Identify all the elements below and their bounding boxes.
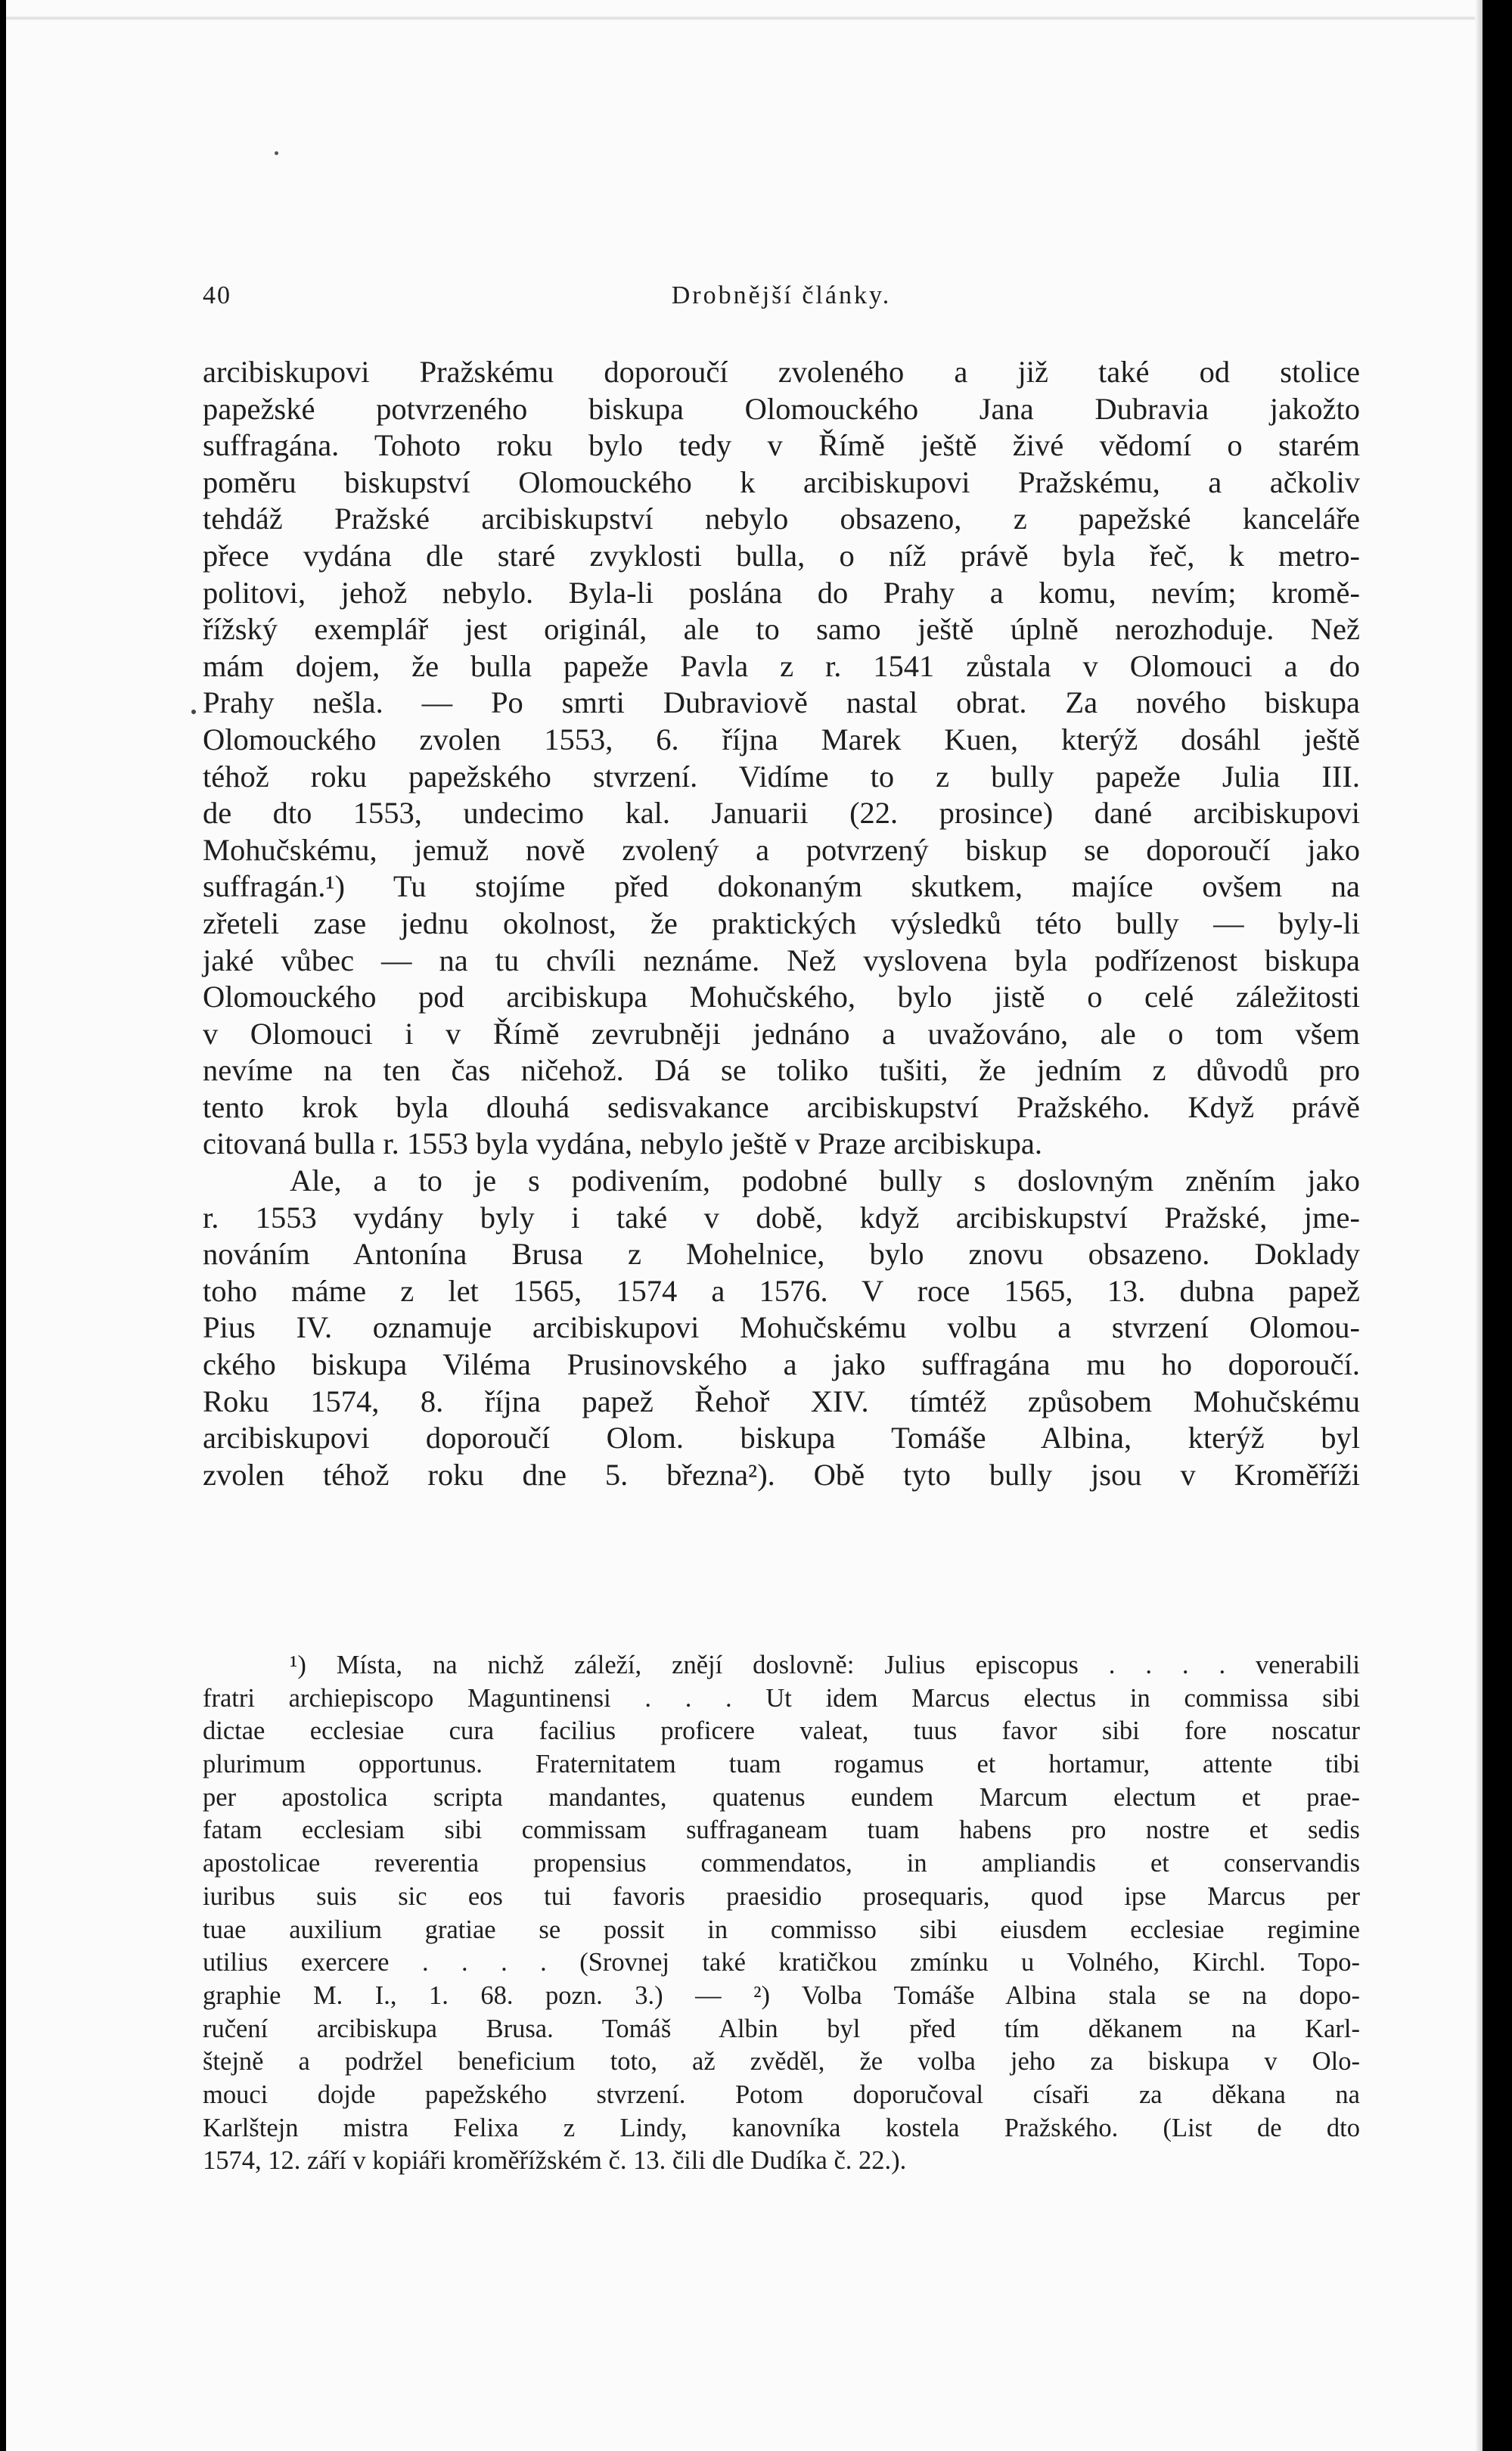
text-line: v Olomouci i v Římě zevrubněji jednáno a uvažováno, ale o tom všem [203,1016,1360,1051]
footnote-line: apostolicae reverentia propensius commendatos, in ampliandis et conservandis [203,1849,1360,1878]
text-line: zřeteli zase jednu okolnost, že praktických výsledků této bully — byly-li [203,906,1360,940]
text-line: Olomouckého pod arcibiskupa Mohučského, bylo jistě o celé záležitosti [203,980,1360,1014]
scan-speck [275,151,278,155]
text-line: Roku 1574, 8. října papež Řehoř XIV. tímtéž způsobem Mohučskému [203,1384,1360,1418]
footnote-line: Karlštejn mistra Felixa z Lindy, kanovníka kostela Pražského. (List de dto [203,2113,1360,2142]
page-number: 40 [203,281,231,309]
text-line: arcibiskupovi Pražskému doporoučí zvoleného a již také od stolice [203,355,1360,389]
text-line: r. 1553 vydány byly i také v době, když arcibiskupství Pražské, jme- [203,1200,1360,1235]
footnote-line: 1574, 12. září v kopiáři kroměřížském č. 13. čili dle Dudíka č. 22.). [203,2146,907,2176]
scan-artifact-line [6,17,1483,20]
footnote-line: štejně a podržel beneficium toto, až zvěděl, že volba jeho za biskupa v Olo- [203,2047,1360,2077]
text-line: citovaná bulla r. 1553 byla vydána, nebylo ještě v Praze arcibiskupa. [203,1126,1043,1161]
text-line: Prahy nešla. — Po smrti Dubraviově nastal obrat. Za nového biskupa [203,685,1360,720]
footnote-line: utilius exercere . . . . (Srovnej také kratičkou zmínku u Volného, Kirchl. Topo- [203,1948,1360,1977]
footnote-line: graphie M. I., 1. 68. pozn. 3.) — ²) Volba Tomáše Albina stala se na dopo- [203,1980,1360,2010]
text-line: papežské potvrzeného biskupa Olomouckého Jana Dubravia jakožto [203,391,1360,426]
text-line: toho máme z let 1565, 1574 a 1576. V roce 1565, 13. dubna papež [203,1273,1360,1308]
text-line: téhož roku papežského stvrzení. Vidíme to z bully papeže Julia III. [203,759,1360,794]
text-line: suffragán.¹) Tu stojíme před dokonaným skutkem, majíce ovšem na [203,869,1360,904]
footnote-line: per apostolica scripta mandantes, quatenus eundem Marcum electum et prae- [203,1782,1360,1812]
text-line: nováním Antonína Brusa z Mohelnice, bylo znovu obsazeno. Doklady [203,1237,1360,1272]
running-title: Drobnější články. [671,281,892,309]
scanned-page [6,0,1483,2451]
footnote-line: tuae auxilium gratiae se possit in commisso sibi eiusdem ecclesiae regimine [203,1915,1360,1944]
text-line: ckého biskupa Viléma Prusinovského a jako suffragána mu ho doporoučí. [203,1347,1360,1382]
page-header [203,281,1360,316]
body-text [203,354,1360,1493]
text-line: nevíme na ten čas ničehož. Dá se toliko tušiti, že jedním z důvodů pro [203,1053,1360,1088]
text-line: tento krok byla dlouhá sedisvakance arcibiskupství Pražského. Když právě [203,1089,1360,1124]
text-line: politovi, jehož nebylo. Byla-li poslána do Prahy a komu, nevím; kromě- [203,575,1360,610]
footnote-line: fratri archiepiscopo Maguntinensi . . . Ut idem Marcus electus in commissa sibi [203,1683,1360,1713]
text-line: Olomouckého zvolen 1553, 6. října Marek Kuen, kterýž dosáhl ještě [203,722,1360,756]
text-line: Mohučskému, jemuž nově zvolený a potvrzený biskup se doporoučí jako [203,832,1360,867]
text-line: řížský exemplář jest originál, ale to samo ještě úplně nerozhoduje. Než [203,612,1360,647]
page-edge-shadow [1475,0,1483,2451]
footnote-line: ¹) Místa, na nichž záleží, znějí doslovně: Julius episcopus . . . . venerabili [290,1651,1360,1679]
footnote-line: fatam ecclesiam sibi commissam suffraganeam tuam habens pro nostre et sedis [203,1816,1360,1845]
text-line: přece vydána dle staré zvyklosti bulla, o níž právě byla řeč, k metro- [203,538,1360,573]
scan-speck [191,710,196,714]
footnote-line: ručení arcibiskupa Brusa. Tomáš Albin byl před tím děkanem na Karl- [203,2014,1360,2043]
footnotes [203,1649,1360,2178]
paragraph-start-line: Ale, a to je s podivením, podobné bully s doslovným zněním jako [290,1163,1360,1198]
text-line: arcibiskupovi doporoučí Olom. biskupa Tomáše Albina, kterýž byl [203,1421,1360,1455]
text-line: zvolen téhož roku dne 5. března²). Obě tyto bully jsou v Kroměříži [203,1457,1360,1492]
footnote-line: dictae ecclesiae cura facilius proficere valeat, tuus favor sibi fore noscatur [203,1716,1360,1746]
text-line: tehdáž Pražské arcibiskupství nebylo obsazeno, z papežské kanceláře [203,502,1360,536]
text-line: de dto 1553, undecimo kal. Januarii (22. prosince) dané arcibiskupovi [203,796,1360,831]
text-line: mám dojem, že bulla papeže Pavla z r. 1541 zůstala v Olomouci a do [203,648,1360,683]
footnote-line: iuribus suis sic eos tui favoris praesidio prosequaris, quod ipse Marcus per [203,1881,1360,1911]
footnote-line: plurimum opportunus. Fraternitatem tuam rogamus et hortamur, attente tibi [203,1750,1360,1779]
text-line: Pius IV. oznamuje arcibiskupovi Mohučskému volbu a stvrzení Olomou- [203,1310,1360,1345]
text-line: jaké vůbec — na tu chvíli neznáme. Než vyslovena byla podřízenost biskupa [203,943,1360,977]
text-line: poměru biskupství Olomouckého k arcibiskupovi Pražskému, a ačkoliv [203,464,1360,499]
text-line: suffragána. Tohoto roku bylo tedy v Římě ještě živé vědomí o starém [203,428,1360,463]
footnote-line: mouci dojde papežského stvrzení. Potom doporučoval císaři za děkana na [203,2080,1360,2109]
